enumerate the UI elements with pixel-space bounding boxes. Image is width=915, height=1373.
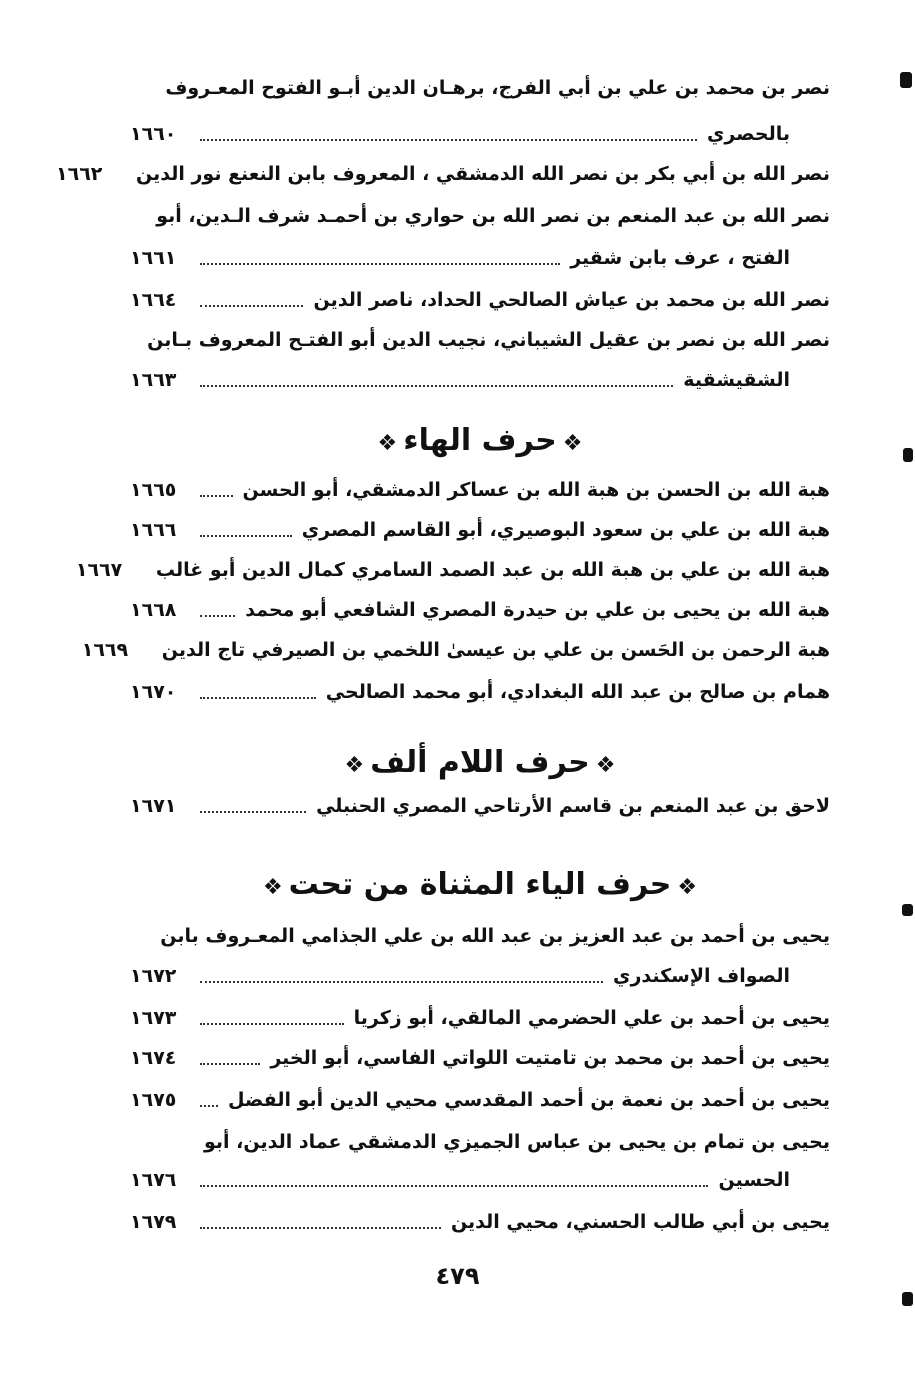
entry-line [130, 68, 830, 108]
entry-text: الصواف الإسكندري [613, 965, 790, 987]
entry-number: ١٦٦٤ [130, 289, 177, 311]
entry-text: هبة الله بن الحسن بن هبة الله بن عساكر الدمشقي، أبو الحسن [242, 479, 830, 501]
entry-line [130, 470, 830, 510]
ornament-icon: ❖ [262, 875, 283, 900]
entry-number: ١٦٧٤ [130, 1047, 177, 1069]
entry-text: يحيى بن أحمد بن نعمة بن أحمد المقدسي محيي الدين أبو الفضل [227, 1089, 830, 1111]
entry-line [130, 1038, 830, 1078]
section-heading-lam-alif [130, 738, 830, 788]
entry-number: ١٦٧٢ [130, 965, 177, 987]
entry-line [130, 1160, 830, 1200]
entry-line [130, 998, 830, 1038]
page-number: ٤٧٩ [435, 1262, 480, 1290]
leader-dots [200, 139, 697, 141]
entry-number: ١٦٦٣ [130, 369, 177, 391]
entry-number: ١٦٦٥ [130, 479, 177, 501]
section-heading-yaa [130, 860, 830, 910]
entry-text: يحيى بن تمام بن يحيى بن عباس الجميزي الدمشقي عماد الدين، أبو [203, 1131, 830, 1153]
entry-text: هبة الرحمن بن الحَسن بن علي بن عيسىٰ اللخمي بن الصيرفي تاج الدين [161, 639, 830, 661]
leader-dots [200, 811, 306, 813]
entry-line [130, 1122, 830, 1162]
section-heading-haa [130, 416, 830, 466]
entry-line [130, 510, 830, 550]
entry-text: بالحصري [706, 123, 790, 145]
section-title: حرف اللام ألف [370, 745, 590, 780]
leader-dots [200, 305, 303, 307]
entry-text: نصر بن محمد بن علي بن أبي الفرج، برهـان الدين أبـو الفتوح المعـروف [165, 77, 830, 99]
entry-number: ١٦٦١ [130, 247, 177, 269]
entry-number: ١٦٦٢ [56, 163, 103, 185]
entry-line [130, 280, 830, 320]
entry-text: لاحق بن عبد المنعم بن قاسم الأرتاحي المصري الحنبلي [316, 795, 830, 817]
entry-line [130, 672, 830, 712]
entry-text: يحيى بن أحمد بن عبد العزيز بن عبد الله بن علي الجذامي المعـروف بابن [160, 925, 830, 947]
ornament-icon: ❖ [595, 753, 616, 778]
entry-line [130, 1080, 830, 1120]
entry-text: نصر الله بن محمد بن عياش الصالحي الحداد، ناصر الدين [313, 289, 830, 311]
scan-mark [902, 1292, 913, 1306]
leader-dots [200, 385, 673, 387]
entry-number: ١٦٦٦ [130, 519, 177, 541]
entry-line [81, 630, 830, 670]
entry-text: الشقيشقية [683, 369, 790, 391]
ornament-icon: ❖ [377, 431, 398, 456]
entry-text: هبة الله بن علي بن سعود البوصيري، أبو القاسم المصري [301, 519, 830, 541]
entry-line [130, 360, 830, 400]
entry-text: الحسين [718, 1169, 790, 1191]
leader-dots [200, 1063, 260, 1065]
entry-number: ١٦٧٩ [130, 1211, 177, 1233]
scan-mark [903, 448, 913, 462]
leader-dots [200, 697, 316, 699]
entry-number: ١٦٧١ [130, 795, 177, 817]
entry-number: ١٦٦٨ [130, 599, 177, 621]
entry-line [130, 916, 830, 956]
entry-line [56, 154, 830, 194]
leader-dots [200, 263, 560, 265]
entry-line [130, 114, 830, 154]
ornament-icon: ❖ [562, 431, 583, 456]
leader-dots [200, 1105, 218, 1107]
leader-dots [200, 1227, 441, 1229]
entry-line [130, 1202, 830, 1242]
entry-text: هبة الله بن علي بن هبة الله بن عبد الصمد السامري كمال الدين أبو غالب [155, 559, 830, 581]
scan-mark [900, 72, 912, 88]
entry-text: يحيى بن أبي طالب الحسني، محيي الدين [450, 1211, 830, 1233]
ornament-icon: ❖ [344, 753, 365, 778]
entry-text: يحيى بن أحمد بن علي الحضرمي المالقي، أبو زكريا [353, 1007, 830, 1029]
leader-dots [200, 495, 233, 497]
entry-text: الفتح ، عرف بابن شقير [570, 247, 790, 269]
section-title: حرف الياء المثناة من تحت [288, 867, 672, 902]
entry-line [130, 786, 830, 826]
entry-line [130, 320, 830, 360]
entry-text: نصر الله بن عبد المنعم بن نصر الله بن حواري بن أحمـد شرف الـدين، أبو [156, 205, 830, 227]
entry-line [130, 590, 830, 630]
entry-text: هبة الله بن يحيى بن علي بن حيدرة المصري الشافعي أبو محمد [245, 599, 830, 621]
entry-text: يحيى بن أحمد بن محمد بن تامتيت اللواتي الفاسي، أبو الخير [270, 1047, 830, 1069]
entry-text: نصر الله بن أبي بكر بن نصر الله الدمشقي ، المعروف بابن النعنع نور الدين [136, 163, 830, 185]
entry-number: ١٦٧٠ [130, 681, 177, 703]
leader-dots [200, 535, 292, 537]
entry-line [130, 196, 830, 236]
ornament-icon: ❖ [677, 875, 698, 900]
entry-number: ١٦٦٧ [75, 559, 123, 581]
section-title: حرف الهاء [403, 423, 557, 458]
scan-mark [902, 904, 913, 916]
entry-number: ١٦٦٠ [130, 123, 177, 145]
leader-dots [200, 981, 603, 983]
entry-line [75, 550, 830, 590]
leader-dots [200, 1023, 344, 1025]
leader-dots [200, 615, 235, 617]
leader-dots [200, 1185, 708, 1187]
entry-number: ١٦٧٦ [130, 1169, 177, 1191]
entry-number: ١٦٧٥ [130, 1089, 177, 1111]
entry-line [130, 956, 830, 996]
entry-number: ١٦٧٣ [130, 1007, 177, 1029]
entry-line [130, 238, 830, 278]
entry-text: نصر الله بن نصر بن عقيل الشيباني، نجيب الدين أبو الفتـح المعروف بـابن [147, 329, 830, 351]
entry-number: ١٦٦٩ [81, 639, 129, 661]
entry-text: همام بن صالح بن عبد الله البغدادي، أبو محمد الصالحي [325, 681, 830, 703]
